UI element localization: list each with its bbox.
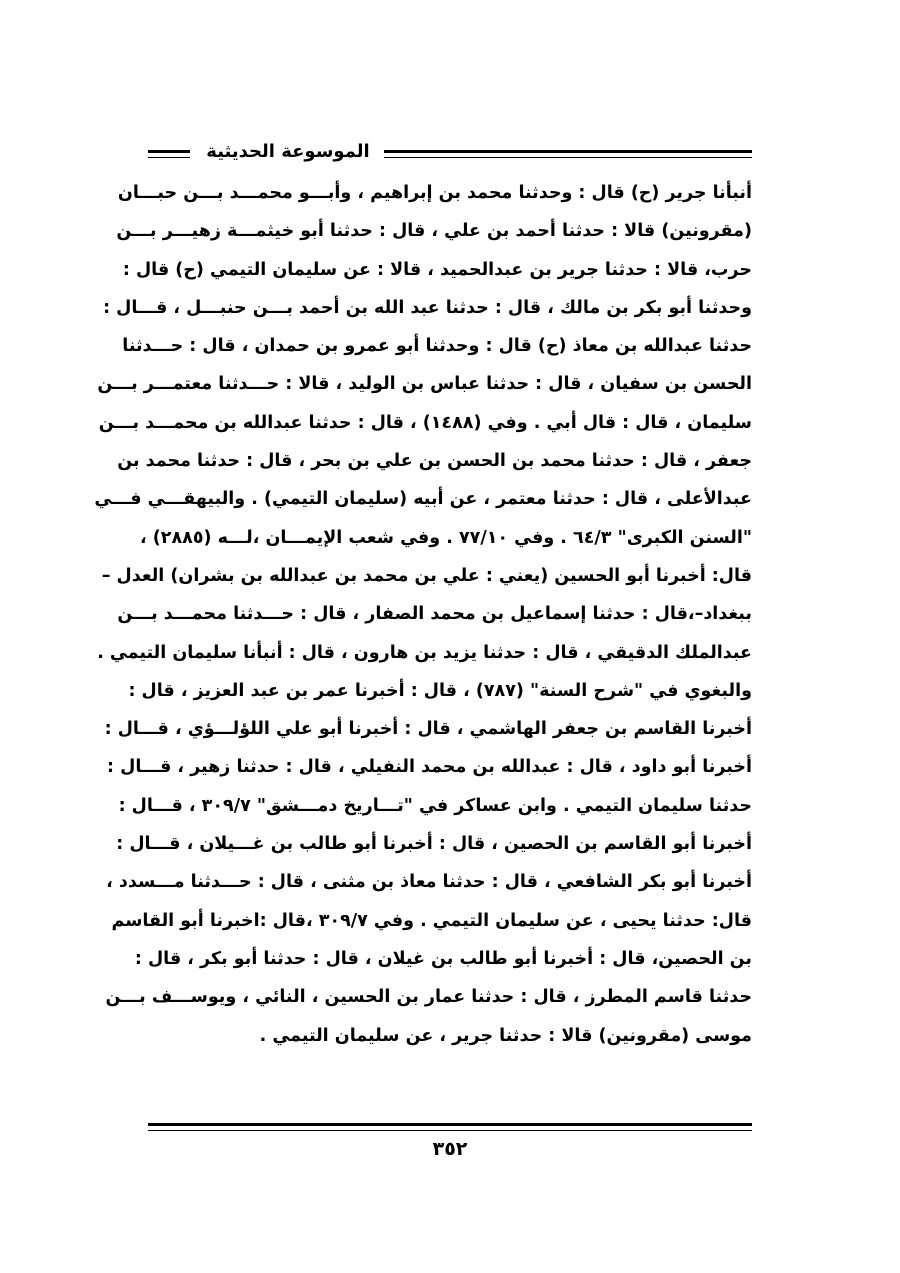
text-line: أنبأنا جرير (ح) قال : وحدثنا محمد بن إبراهيم ، وأبـــو محمـــد بـــن حبـــان: [117, 183, 752, 203]
text-line: سليمان ، قال : قال أبي . وفي (١٤٨٨) ، قال : حدثنا عبدالله بن محمـــد بـــن: [98, 412, 752, 433]
text-line: أخبرنا أبو داود ، قال : عبدالله بن محمد النفيلي ، قال : حدثنا زهير ، قـــال :: [107, 757, 752, 778]
running-title: الموسوعة الحديثية: [206, 141, 370, 162]
text-line: حدثنا سليمان التيمي . وابن عساكر في "تـــاريخ دمـــشق" ٣٠٩/٧ ، قـــال :: [118, 795, 752, 816]
text-line: وحدثنا أبو بكر بن مالك ، قال : حدثنا عبد الله بن أحمد بـــن حنبـــل ، قـــال :: [103, 297, 752, 318]
header-rule-right: [384, 150, 752, 153]
text-line: الحسن بن سفيان ، قال : حدثنا عباس بن الوليد ، قالا : حـــدثنا معتمـــر بـــن: [97, 374, 752, 395]
text-line: موسى (مقرونين) قالا : حدثنا جرير ، عن سليمان التيمي .: [259, 1025, 752, 1046]
text-line: أخبرنا القاسم بن جعفر الهاشمي ، قال : أخبرنا أبو علي اللؤلـــؤي ، قـــال :: [104, 719, 752, 740]
text-line: حدثنا عبدالله بن معاذ (ح) قال : وحدثنا أبو عمرو بن حمدان ، قال : حـــدثنا: [122, 336, 752, 357]
text-line: قال: أخبرنا أبو الحسين (يعني : علي بن محمد بن عبدالله بن بشران) العدل –: [101, 565, 752, 586]
text-line: عبدالملك الدقيقي ، قال : حدثنا يزيد بن هارون ، قال : أنبأنا سليمان التيمي .: [97, 642, 752, 663]
text-line: والبغوي في "شرح السنة" (٧٨٧) ، قال : أخبرنا عمر بن عبد العزيز ، قال :: [128, 680, 752, 701]
text-line: أخبرنا أبو بكر الشافعي ، قال : حدثنا معاذ بن مثنى ، قال : حـــدثنا مـــسدد ،: [106, 872, 752, 893]
text-line: (مقرونين) قالا : حدثنا أحمد بن علي ، قال : حدثنا أبو خيثمـــة زهيـــر بـــن: [116, 221, 752, 242]
footer-rule: [148, 1123, 752, 1135]
text-line: حرب، قالا : حدثنا جرير بن عبدالحميد ، قالا : عن سليمان التيمي (ح) قال :: [122, 259, 752, 280]
page-number: ٣٥٢: [432, 1138, 468, 1160]
text-line: "السنن الكبرى" ٦٤/٣ . وفي ٧٧/١٠ . وفي شعب الإيمـــان ،لـــه (٢٨٨٥) ،: [140, 527, 752, 548]
text-line: بن الحصين، قال : أخبرنا أبو طالب بن غيلان ، قال : حدثنا أبو بكر ، قال :: [134, 948, 752, 969]
text-line: ببغداد–،قال : حدثنا إسماعيل بن محمد الصفار ، قال : حـــدثنا محمـــد بـــن: [117, 604, 752, 625]
footer-rule-thin: [148, 1130, 752, 1131]
text-line: عبدالأعلى ، قال : حدثنا معتمر ، عن أبيه (سليمان التيمي) . والبيهقـــي فـــي: [94, 489, 752, 510]
text-line: أخبرنا أبو القاسم بن الحصين ، قال : أخبرنا أبو طالب بن غـــيلان ، قـــال :: [116, 834, 752, 855]
footer-rule-thick: [148, 1123, 752, 1126]
header-rule-left: [148, 150, 190, 153]
page-header: [148, 138, 752, 174]
text-line: قال: حدثنا يحيى ، عن سليمان التيمي . وفي ٣٠٩/٧ ،قال :اخبرنا أبو القاسم: [111, 910, 752, 931]
text-line: حدثنا قاسم المطرز ، قال : حدثنا عمار بن الحسين ، النائي ، ويوســـف بـــن: [105, 987, 752, 1008]
body-text: [94, 174, 752, 1055]
text-line: جعفر ، قال : حدثنا محمد بن الحسن بن علي بن بحر ، قال : حدثنا محمد بن: [117, 451, 752, 472]
